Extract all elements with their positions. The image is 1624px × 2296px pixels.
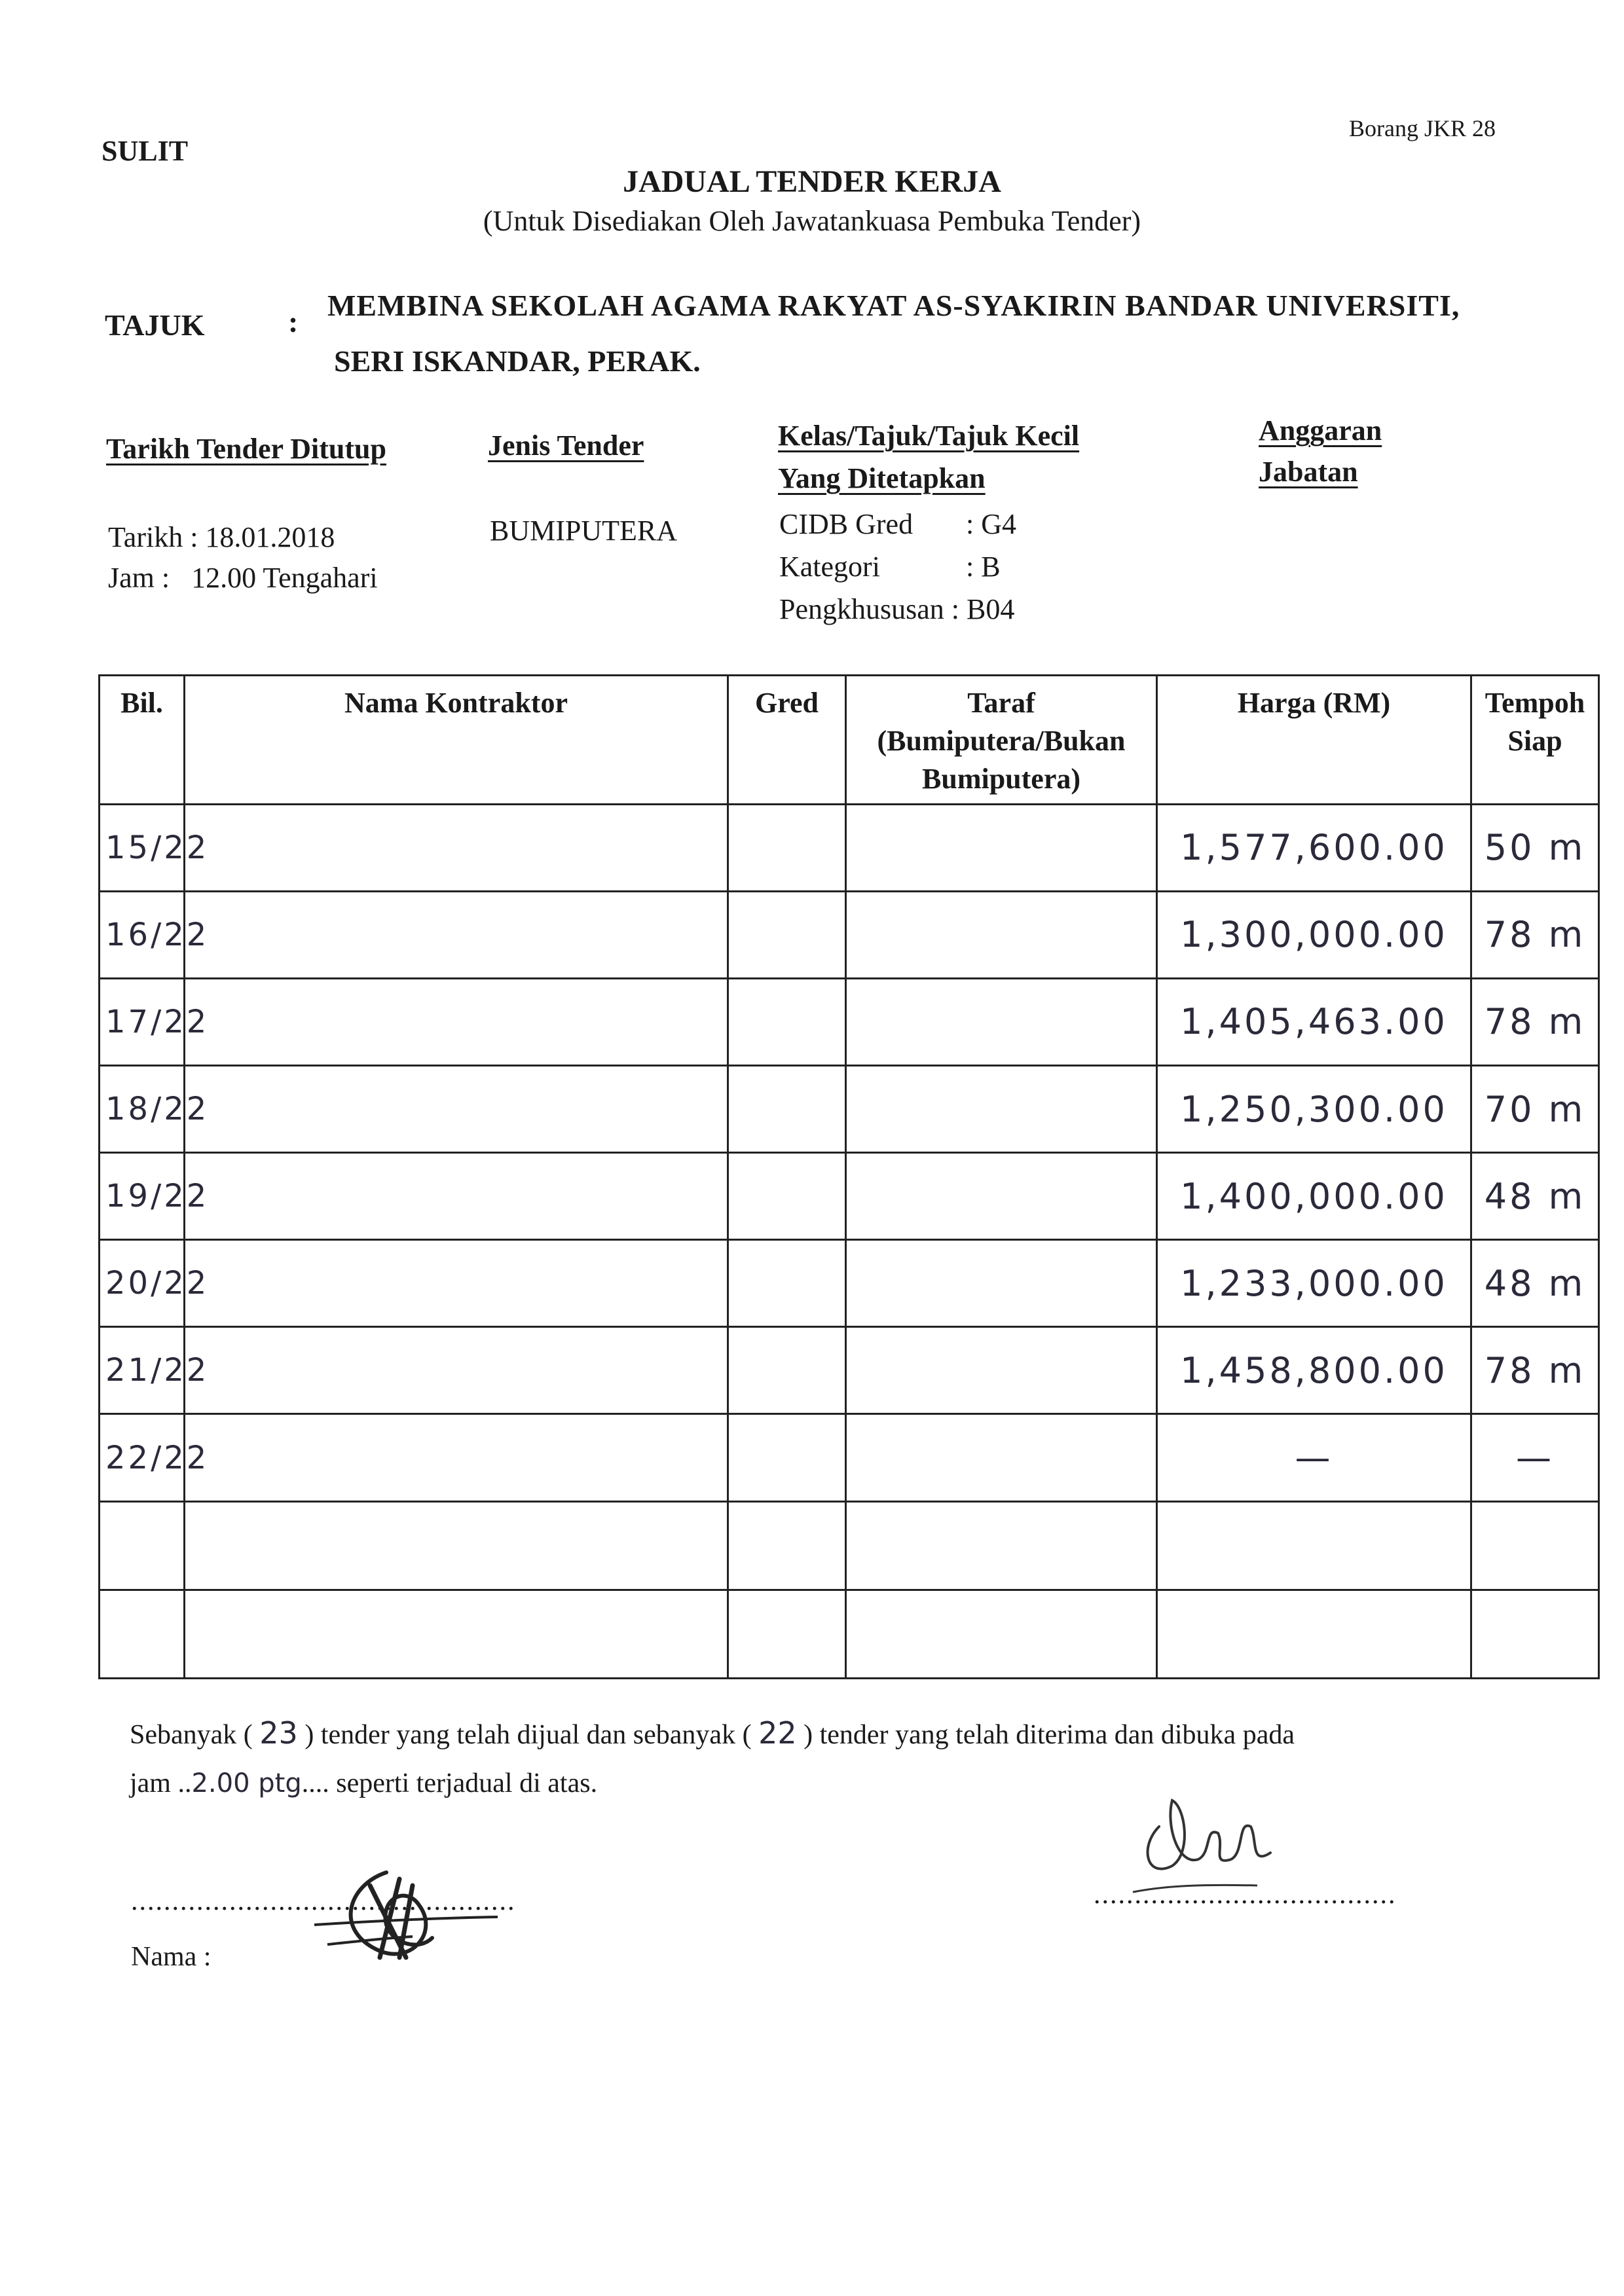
bil-cell: 19/22 <box>100 1153 185 1240</box>
contractor-name-cell <box>185 978 728 1065</box>
bil-cell: 16/22 <box>100 891 185 978</box>
completion-period-cell: — <box>1471 1414 1599 1501</box>
completion-period-cell: 48 m <box>1471 1240 1599 1327</box>
signature-line-left: ............................................... <box>131 1886 516 1916</box>
tenders-sold-count: 23 <box>259 1715 298 1751</box>
category <box>779 550 1001 583</box>
completion-period-header-line-1: Tempoh <box>1485 687 1585 719</box>
table-row <box>100 978 1599 1065</box>
summary-text-b: ) tender yang telah dijual dan sebanyak ( <box>304 1720 752 1750</box>
tajuk-colon: : <box>288 305 299 338</box>
price-cell <box>1157 1590 1471 1678</box>
completion-period-cell <box>1471 1590 1599 1678</box>
bil-cell <box>100 1501 185 1590</box>
bil-cell <box>100 1590 185 1678</box>
status-cell <box>846 1414 1157 1501</box>
status-header-line-2: (Bumiputera/Bukan <box>877 725 1126 757</box>
status-header <box>846 676 1157 805</box>
name-label: Nama : <box>131 1942 212 1972</box>
tajuk-title-line-2: SERI ISKANDAR, PERAK. <box>334 344 701 378</box>
signature-right <box>1126 1787 1297 1899</box>
completion-period-cell: 70 m <box>1471 1065 1599 1152</box>
tender-type-heading: Jenis Tender <box>488 429 644 462</box>
category-value: : B <box>966 551 1001 583</box>
summary-text-a: Sebanyak ( <box>130 1720 253 1750</box>
contractor-name-cell <box>185 1414 728 1501</box>
completion-period-cell: 48 m <box>1471 1153 1599 1240</box>
price-cell: 1,300,000.00 <box>1157 891 1471 978</box>
table-row <box>100 1240 1599 1327</box>
price-cell: 1,400,000.00 <box>1157 1153 1471 1240</box>
price-cell: — <box>1157 1414 1471 1501</box>
table-row <box>100 1414 1599 1501</box>
status-cell <box>846 1240 1157 1327</box>
bil-cell: 22/22 <box>100 1414 185 1501</box>
closing-time-value: 12.00 Tengahari <box>191 562 378 594</box>
completion-period-header <box>1471 676 1599 805</box>
closing-time <box>108 561 378 594</box>
status-cell <box>846 1327 1157 1414</box>
closing-date-heading: Tarikh Tender Ditutup <box>106 433 386 465</box>
completion-period-cell: 78 m <box>1471 891 1599 978</box>
contractor-name-cell <box>185 891 728 978</box>
grade-cell <box>728 1240 846 1327</box>
opening-time: 2.00 ptg <box>191 1768 302 1798</box>
bil-cell: 17/22 <box>100 978 185 1065</box>
bil-cell: 15/22 <box>100 804 185 891</box>
status-cell <box>846 1501 1157 1590</box>
table-row <box>100 1153 1599 1240</box>
specialisation: Pengkhususan : B04 <box>779 593 1015 625</box>
tajuk-title-line-1: MEMBINA SEKOLAH AGAMA RAKYAT AS-SYAKIRIN BANDAR UNIVERSITI, <box>327 289 1460 322</box>
contractor-name-cell <box>185 1065 728 1152</box>
tender-type-value: BUMIPUTERA <box>490 515 678 547</box>
grade-cell <box>728 978 846 1065</box>
class-heading-line-1: Kelas/Tajuk/Tajuk Kecil <box>778 420 1080 452</box>
summary-text-c: ) tender yang telah diterima dan dibuka pada <box>803 1720 1295 1750</box>
grade-cell <box>728 1327 846 1414</box>
empty-table-row <box>100 1590 1599 1678</box>
status-header-line-1: Taraf <box>967 687 1035 719</box>
signature-left <box>308 1859 504 1971</box>
status-cell <box>846 1153 1157 1240</box>
completion-period-cell: 50 m <box>1471 804 1599 891</box>
estimate-heading-line-1: Anggaran <box>1259 414 1382 446</box>
status-cell <box>846 891 1157 978</box>
completion-period-cell: 78 m <box>1471 1327 1599 1414</box>
grade-cell <box>728 891 846 978</box>
price-cell: 1,577,600.00 <box>1157 804 1471 891</box>
completion-period-cell <box>1471 1501 1599 1590</box>
cidb-grade-label: CIDB Gred <box>779 508 913 540</box>
status-cell <box>846 1065 1157 1152</box>
contractor-name-cell <box>185 1590 728 1678</box>
grade-cell <box>728 1065 846 1152</box>
price-cell: 1,233,000.00 <box>1157 1240 1471 1327</box>
empty-table-row <box>100 1501 1599 1590</box>
bil-header: Bil. <box>100 676 185 805</box>
completion-period-header-line-2: Siap <box>1507 725 1562 757</box>
class-heading-line-2: Yang Ditetapkan <box>778 462 986 494</box>
security-classification: SULIT <box>101 135 189 167</box>
closing-date: Tarikh : 18.01.2018 <box>108 521 335 553</box>
tender-schedule-table <box>98 674 1600 1679</box>
status-header-line-3: Bumiputera) <box>922 763 1080 795</box>
grade-cell <box>728 1153 846 1240</box>
form-reference: Borang JKR 28 <box>1349 115 1496 141</box>
grade-cell <box>728 1501 846 1590</box>
summary-text-e: .... seperti terjadual di atas. <box>301 1768 598 1798</box>
table-row <box>100 1327 1599 1414</box>
signature-line-right: ..................................... <box>1094 1880 1397 1910</box>
status-cell <box>846 804 1157 891</box>
estimate-heading-line-2: Jabatan <box>1259 456 1358 488</box>
table-header-row <box>100 676 1599 805</box>
tenders-received-count: 22 <box>758 1715 797 1751</box>
tajuk-label: TAJUK <box>105 308 205 342</box>
cidb-grade-value: : G4 <box>966 508 1016 540</box>
cidb-grade <box>779 507 1016 541</box>
grade-cell <box>728 804 846 891</box>
price-cell <box>1157 1501 1471 1590</box>
bil-cell: 18/22 <box>100 1065 185 1152</box>
status-cell <box>846 978 1157 1065</box>
contractor-name-cell <box>185 1240 728 1327</box>
status-cell <box>846 1590 1157 1678</box>
document-title: JADUAL TENDER KERJA <box>623 164 1001 199</box>
tender-schedule-table-wrapper <box>98 674 1598 1679</box>
category-label: Kategori <box>779 551 880 583</box>
price-header: Harga (RM) <box>1157 676 1471 805</box>
table-row <box>100 804 1599 891</box>
closing-time-label: Jam : <box>108 562 170 594</box>
contractor-name-cell <box>185 1327 728 1414</box>
tender-summary-line-2 <box>130 1768 597 1799</box>
contractor-name-cell <box>185 804 728 891</box>
grade-cell <box>728 1590 846 1678</box>
summary-text-d: jam .. <box>130 1768 192 1798</box>
table-row <box>100 891 1599 978</box>
tender-summary-line-1 <box>130 1715 1295 1751</box>
completion-period-cell: 78 m <box>1471 978 1599 1065</box>
contractor-name-header: Nama Kontraktor <box>185 676 728 805</box>
table-row <box>100 1065 1599 1152</box>
document-subtitle: (Untuk Disediakan Oleh Jawatankuasa Pembuka Tender) <box>483 205 1141 237</box>
price-cell: 1,405,463.00 <box>1157 978 1471 1065</box>
bil-cell: 20/22 <box>100 1240 185 1327</box>
price-cell: 1,458,800.00 <box>1157 1327 1471 1414</box>
contractor-name-cell <box>185 1501 728 1590</box>
contractor-name-cell <box>185 1153 728 1240</box>
bil-cell: 21/22 <box>100 1327 185 1414</box>
grade-cell <box>728 1414 846 1501</box>
price-cell: 1,250,300.00 <box>1157 1065 1471 1152</box>
grade-header: Gred <box>728 676 846 805</box>
